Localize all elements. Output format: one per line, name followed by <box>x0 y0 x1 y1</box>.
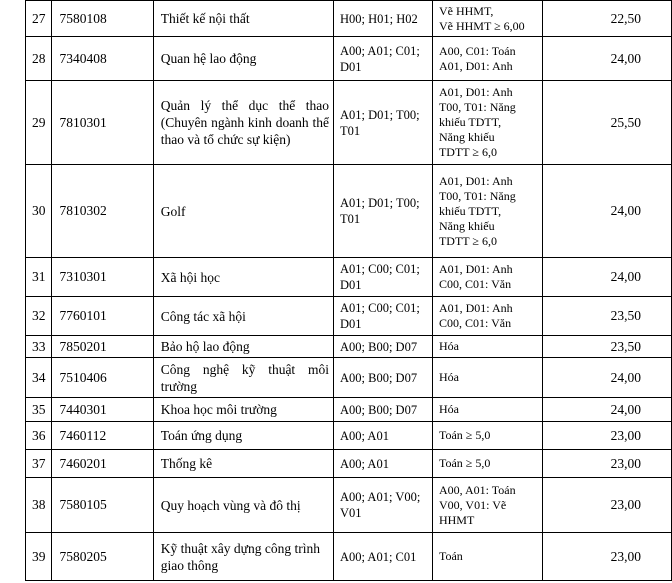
major-code: 7510406 <box>52 358 153 398</box>
subject-combinations: A00; A01 <box>334 450 433 478</box>
cutoff-score: 23,00 <box>543 478 672 533</box>
subject-notes: Hóa <box>432 398 542 422</box>
table-row <box>26 336 672 358</box>
row-number: 28 <box>26 37 52 81</box>
major-code: 7580205 <box>52 533 153 581</box>
table-row <box>26 478 672 533</box>
subject-notes: Hóa <box>432 336 542 358</box>
major-name: Golf <box>153 165 333 258</box>
subject-notes: Vẽ HHMT, Vẽ HHMT ≥ 6,00 <box>432 1 542 37</box>
row-number: 29 <box>26 81 52 165</box>
table-row <box>26 37 672 81</box>
major-code: 7850201 <box>52 336 153 358</box>
major-name: Công nghệ kỹ thuật môi trường <box>153 358 333 398</box>
table-row <box>26 165 672 258</box>
row-number: 27 <box>26 1 52 37</box>
row-number: 39 <box>26 533 52 581</box>
major-code: 7580105 <box>52 478 153 533</box>
major-code: 7810302 <box>52 165 153 258</box>
cutoff-score: 23,00 <box>543 450 672 478</box>
row-number: 38 <box>26 478 52 533</box>
subject-combinations: A00; B00; D07 <box>334 358 433 398</box>
subject-notes: A01, D01: Anh T00, T01: Năng khiếu TDTT, Năng khiếu TDTT ≥ 6,0 <box>432 81 542 165</box>
subject-notes: A01, D01: Anh C00, C01: Văn <box>432 297 542 336</box>
subject-combinations: A01; D01; T00; T01 <box>334 81 433 165</box>
subject-combinations: A00; A01 <box>334 422 433 450</box>
subject-notes: A00, C01: Toán A01, D01: Anh <box>432 37 542 81</box>
major-code: 7460112 <box>52 422 153 450</box>
cutoff-score: 24,00 <box>543 398 672 422</box>
subject-notes: A00, A01: Toán V00, V01: Vẽ HHMT <box>432 478 542 533</box>
cutoff-score: 24,00 <box>543 258 672 297</box>
major-name: Quan hệ lao động <box>153 37 333 81</box>
subject-notes: A01, D01: Anh C00, C01: Văn <box>432 258 542 297</box>
table-row <box>26 533 672 581</box>
major-code: 7580108 <box>52 1 153 37</box>
subject-combinations: A00; A01; C01 <box>334 533 433 581</box>
subject-notes: Toán <box>432 533 542 581</box>
subject-combinations: A01; C00; C01; D01 <box>334 297 433 336</box>
table-row <box>26 297 672 336</box>
major-name: Bảo hộ lao động <box>153 336 333 358</box>
table-row <box>26 258 672 297</box>
row-number: 36 <box>26 422 52 450</box>
subject-notes: A01, D01: Anh T00, T01: Năng khiếu TDTT, Năng khiếu TDTT ≥ 6,0 <box>432 165 542 258</box>
admission-score-table <box>25 0 672 581</box>
subject-notes: Toán ≥ 5,0 <box>432 450 542 478</box>
table-row <box>26 398 672 422</box>
cutoff-score: 22,50 <box>543 1 672 37</box>
major-code: 7310301 <box>52 258 153 297</box>
row-number: 33 <box>26 336 52 358</box>
major-name: Kỹ thuật xây dựng công trình giao thông <box>153 533 333 581</box>
major-name: Quản lý thể dục thể thao (Chuyên ngành kinh doanh thể thao và tổ chức sự kiện) <box>153 81 333 165</box>
subject-combinations: A00; A01; C01; D01 <box>334 37 433 81</box>
major-name: Quy hoạch vùng và đô thị <box>153 478 333 533</box>
cutoff-score: 24,00 <box>543 165 672 258</box>
subject-combinations: H00; H01; H02 <box>334 1 433 37</box>
table-row <box>26 358 672 398</box>
subject-combinations: A00; A01; V00; V01 <box>334 478 433 533</box>
major-code: 7340408 <box>52 37 153 81</box>
table-row <box>26 450 672 478</box>
subject-combinations: A01; C00; C01; D01 <box>334 258 433 297</box>
subject-combinations: A01; D01; T00; T01 <box>334 165 433 258</box>
row-number: 37 <box>26 450 52 478</box>
subject-notes: Toán ≥ 5,0 <box>432 422 542 450</box>
cutoff-score: 24,00 <box>543 37 672 81</box>
major-name: Toán ứng dụng <box>153 422 333 450</box>
major-code: 7760101 <box>52 297 153 336</box>
table-row <box>26 1 672 37</box>
major-name: Thống kê <box>153 450 333 478</box>
cutoff-score: 23,00 <box>543 533 672 581</box>
major-code: 7440301 <box>52 398 153 422</box>
table-row <box>26 422 672 450</box>
major-name: Khoa học môi trường <box>153 398 333 422</box>
row-number: 31 <box>26 258 52 297</box>
row-number: 30 <box>26 165 52 258</box>
subject-notes: Hóa <box>432 358 542 398</box>
cutoff-score: 23,50 <box>543 336 672 358</box>
cutoff-score: 23,50 <box>543 297 672 336</box>
table-row <box>26 81 672 165</box>
major-name: Xã hội học <box>153 258 333 297</box>
row-number: 34 <box>26 358 52 398</box>
major-code: 7810301 <box>52 81 153 165</box>
major-name: Thiết kế nội thất <box>153 1 333 37</box>
subject-combinations: A00; B00; D07 <box>334 336 433 358</box>
row-number: 35 <box>26 398 52 422</box>
cutoff-score: 25,50 <box>543 81 672 165</box>
cutoff-score: 24,00 <box>543 358 672 398</box>
row-number: 32 <box>26 297 52 336</box>
major-name: Công tác xã hội <box>153 297 333 336</box>
major-code: 7460201 <box>52 450 153 478</box>
cutoff-score: 23,00 <box>543 422 672 450</box>
subject-combinations: A00; B00; D07 <box>334 398 433 422</box>
